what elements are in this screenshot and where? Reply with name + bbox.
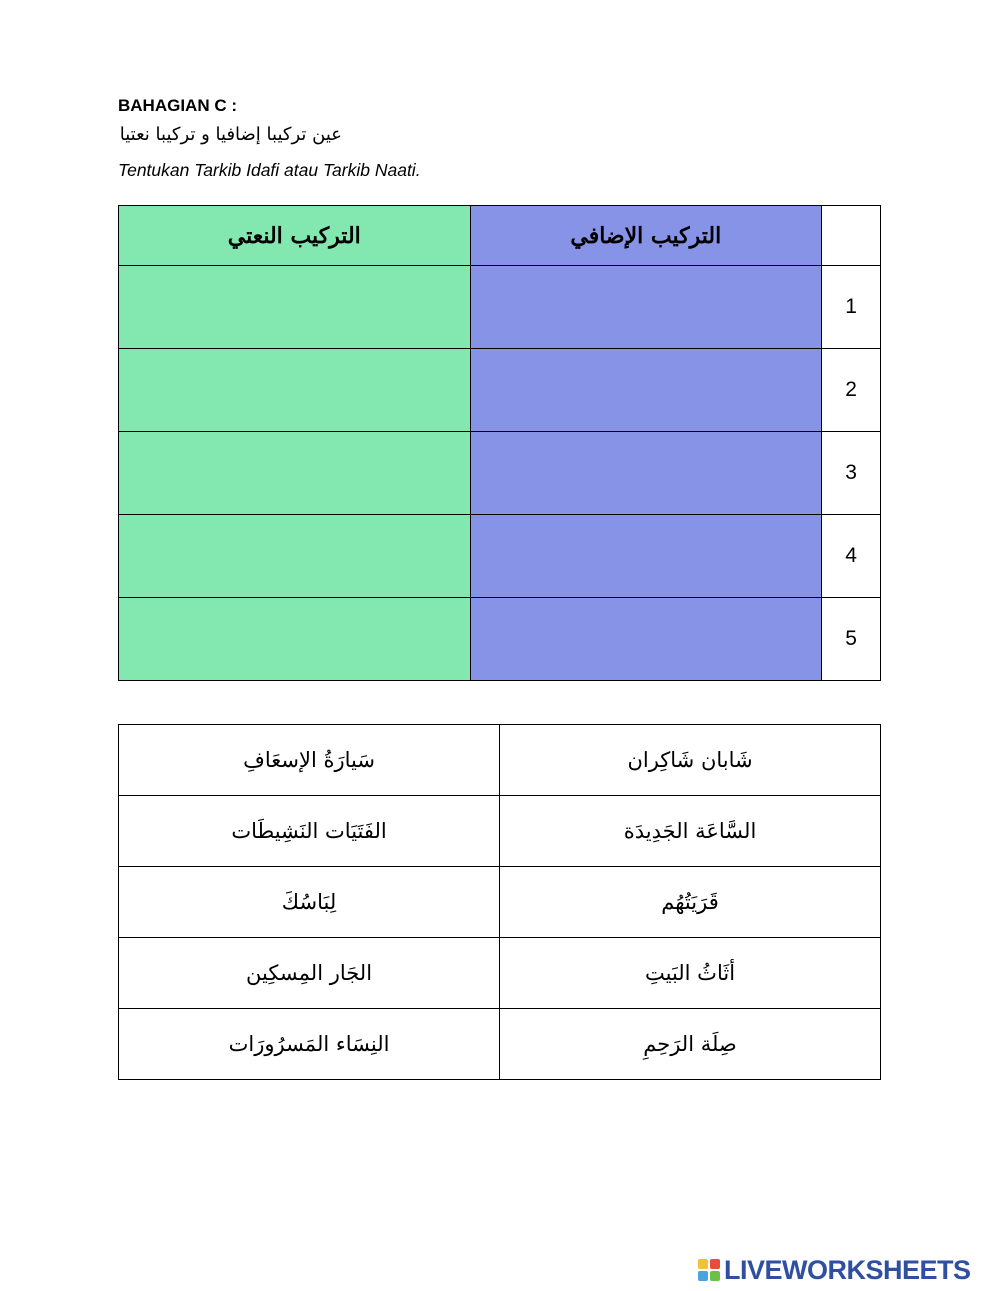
naati-answer-cell[interactable]: [119, 515, 471, 598]
logo-square-icon: [710, 1259, 720, 1269]
idafi-answer-cell[interactable]: [470, 598, 822, 681]
row-number: 3: [822, 432, 881, 515]
word-item[interactable]: الجَار المِسكِين: [119, 938, 500, 1009]
word-item[interactable]: السَّاعَة الجَدِيدَة: [500, 796, 881, 867]
naati-answer-cell[interactable]: [119, 266, 471, 349]
idafi-answer-cell[interactable]: [470, 266, 822, 349]
logo-square-icon: [698, 1271, 708, 1281]
row-number: 2: [822, 349, 881, 432]
naati-answer-cell[interactable]: [119, 432, 471, 515]
idafi-answer-cell[interactable]: [470, 432, 822, 515]
number-column-header: [822, 206, 881, 266]
word-item[interactable]: شَابان شَاكِران: [500, 725, 881, 796]
section-title: BAHAGIAN C :: [118, 96, 237, 115]
word-item[interactable]: الفَتَيَات النَشِيطَات: [119, 796, 500, 867]
word-item[interactable]: سَيارَةُ الإسعَافِ: [119, 725, 500, 796]
row-number: 5: [822, 598, 881, 681]
word-item[interactable]: النِسَاء المَسرُورَات: [119, 1009, 500, 1080]
naati-answer-cell[interactable]: [119, 349, 471, 432]
word-bank-row: [119, 1009, 881, 1080]
liveworksheets-logo-icon: [698, 1259, 720, 1281]
naati-answer-cell[interactable]: [119, 598, 471, 681]
instruction-arabic: عين تركيبا إضافيا و تركيبا نعتيا: [119, 124, 342, 145]
word-item[interactable]: صِلَة الرَحِمِ: [500, 1009, 881, 1080]
liveworksheets-logo[interactable]: [698, 1254, 994, 1286]
naati-column-header: التركيب النعتي: [119, 206, 471, 266]
answer-row: [119, 598, 881, 681]
word-bank-table: [118, 724, 881, 1080]
logo-text: LIVEWORKSHEETS: [724, 1254, 971, 1285]
word-bank-row: [119, 867, 881, 938]
word-bank-row: [119, 725, 881, 796]
idafi-answer-cell[interactable]: [470, 515, 822, 598]
word-item[interactable]: قَرَيَتُهُم: [500, 867, 881, 938]
row-number: 1: [822, 266, 881, 349]
idafi-column-header: التركيب الإضافي: [470, 206, 822, 266]
word-bank-row: [119, 938, 881, 1009]
answer-row: [119, 515, 881, 598]
word-item[interactable]: لِبَاسُكَ: [119, 867, 500, 938]
answer-row: [119, 349, 881, 432]
answer-table-header-row: [119, 206, 881, 266]
word-item[interactable]: أثَاثُ البَيتِ: [500, 938, 881, 1009]
row-number: 4: [822, 515, 881, 598]
idafi-answer-cell[interactable]: [470, 349, 822, 432]
logo-square-icon: [698, 1259, 708, 1269]
answer-table: [118, 205, 881, 681]
answer-row: [119, 432, 881, 515]
logo-square-icon: [710, 1271, 720, 1281]
instruction-malay: Tentukan Tarkib Idafi atau Tarkib Naati.: [118, 160, 421, 180]
word-bank-row: [119, 796, 881, 867]
answer-row: [119, 266, 881, 349]
